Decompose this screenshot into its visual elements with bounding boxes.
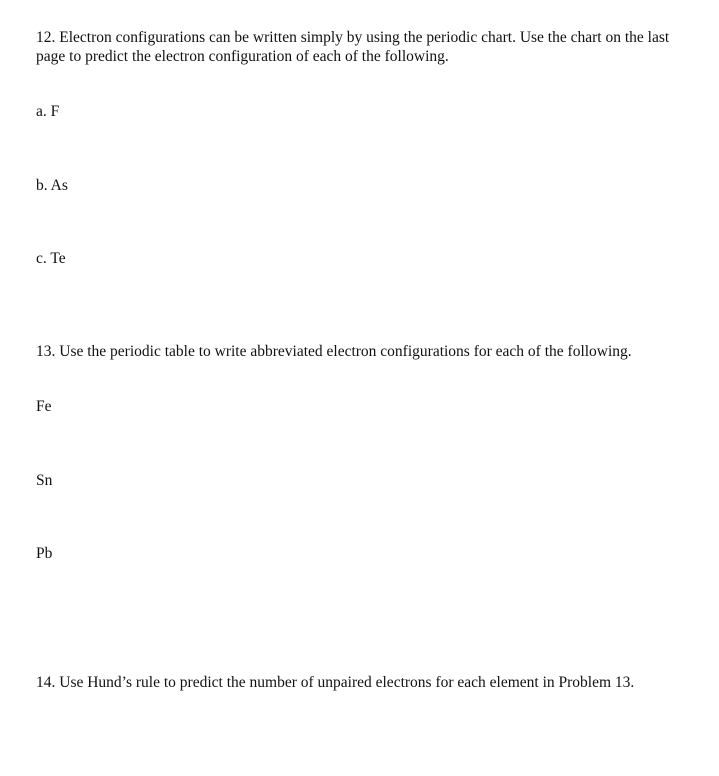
question-12-item-c: c. Te bbox=[36, 250, 66, 267]
question-13-item-fe: Fe bbox=[36, 398, 52, 415]
question-13-text: 13. Use the periodic table to write abbreviated electron configurations for each of the following. bbox=[36, 343, 632, 360]
question-12-item-b: b. As bbox=[36, 177, 68, 194]
question-13-item-pb: Pb bbox=[36, 545, 53, 562]
question-13-item-sn: Sn bbox=[36, 472, 53, 489]
question-14-text: 14. Use Hund’s rule to predict the number of unpaired electrons for each element in Problem 13. bbox=[36, 674, 635, 691]
question-12-item-a: a. F bbox=[36, 103, 60, 120]
question-12-text: 12. Electron configurations can be written simply by using the periodic chart. Use the chart on the last page to predict the electron configuration of each of the following. bbox=[36, 29, 670, 65]
